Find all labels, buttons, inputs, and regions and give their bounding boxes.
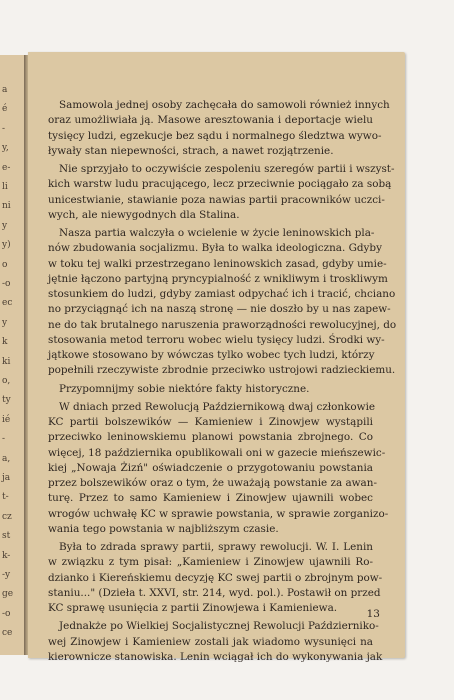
facing-page-fragment: y) [2, 240, 11, 251]
text-line: no przyciągnąć ich na naszą stronę — nie doszło by u nas zapew- [48, 303, 391, 316]
paragraph [48, 162, 395, 223]
text-line: Nasza partia walczyła o wcielenie w życie leninowskich pla- [59, 227, 375, 239]
paragraph [48, 400, 389, 537]
facing-page-fragment: cz [2, 511, 12, 522]
facing-page-fragment: -o [2, 608, 11, 619]
facing-page-fragment: ki [2, 356, 11, 367]
text-line: Jednakże po Wielkiej Socjalistycznej Rewolucji Październiko- [59, 620, 379, 633]
text-line: Przypomnijmy sobie niektóre fakty historyczne. [59, 382, 310, 395]
facing-page-fragment: ty [2, 395, 11, 406]
facing-page-fragment: -y [2, 570, 11, 580]
text-line: więcej, 18 października opublikowali oni w gazecie mieńszewic- [48, 446, 386, 459]
facing-page-fragment: y, [2, 143, 9, 154]
text-line: Samowola jednej osoby zachęcała do samowoli również innych [59, 99, 390, 111]
text-line: unicestwianie, stawianie poza nawias partii pracowników uczci- [48, 193, 385, 206]
text-line: przez bolszewików oraz o tym, że uważają powstanie za awan- [48, 477, 377, 489]
facing-page-fragment: li [2, 182, 8, 192]
text-line: popełnili rzeczywiste zbrodnie przeciwko ustrojowi radzieckiemu. [48, 364, 396, 377]
text-line: kich warstw ludu pracującego, lecz przeciwnie pociągało za sobą [48, 178, 392, 191]
facing-page-fragment: st [2, 531, 11, 542]
text-line: kiej „Nowaja Żizń" oświadczenie o przygotowaniu powstania [48, 461, 373, 474]
paragraph [48, 382, 373, 397]
text-line: wych, ale niewygodnych dla Stalina. [48, 208, 240, 221]
facing-page-fragment: ié [2, 414, 11, 425]
text-line: jętnie łączono partyjną pryncypialność z wnikliwym i troskliwym [48, 272, 388, 285]
facing-page-fragment: ja [2, 473, 11, 483]
book-page [28, 52, 405, 663]
facing-page-fragment: k [2, 337, 8, 348]
text-line: jątkowe stosowano by wówczas tylko wobec tych ludzi, którzy [48, 349, 375, 361]
text-line: przeciwko leninowskiemu planowi powstania zbrojnego. Co [48, 431, 373, 444]
text-line: wrogów uchwałę KC w sprawie powstania, w sprawie zorganizo- [48, 507, 389, 520]
facing-page-edge [0, 55, 25, 655]
facing-page-fragment: ec [2, 298, 13, 309]
text-line: Była to zdrada sprawy partii, sprawy rewolucji. W. I. Lenin [59, 541, 373, 553]
text-line: ływały stan niepewności, strach, a nawet rozjątrzenie. [48, 144, 334, 157]
facing-page-fragment: -o [2, 279, 11, 289]
page-text [48, 98, 397, 668]
text-line: oraz umożliwiała ją. Masowe aresztowania i deportacje wielu [48, 114, 373, 127]
text-line: staniu..." (Dzieła t. XXVI, str. 214, wyd. pol.). Postawił on przed [48, 586, 381, 599]
facing-page-fragment: ge [2, 589, 14, 600]
facing-page-fragment: a, [2, 453, 11, 464]
text-line: w toku tej walki przestrzegano leninowskich zasad, gdyby umie- [48, 257, 387, 270]
facing-page-fragment: o [2, 259, 8, 270]
paragraph [48, 226, 397, 379]
text-line: tysięcy ludzi, egzekucje bez sądu i normalnego śledztwa wywo- [48, 129, 382, 142]
text-line: turę. Przez to samo Kamieniew i Zinowjew ujawnili wobec [48, 492, 373, 505]
facing-page-fragment: k- [2, 550, 11, 561]
text-line: stosowania metod terroru wobec wielu tysięcy ludzi. Środki wy- [48, 333, 385, 346]
text-line: w związku z tym pisał: „Kamieniew i Zinowjew ujawnili Ro- [48, 556, 373, 569]
text-line: nów zbudowania socjalizmu. Była to walka ideologiczna. Gdyby [48, 242, 382, 255]
text-line: wania tego powstania w najbliższym czasie. [48, 522, 279, 535]
facing-page-fragment: a [2, 85, 8, 95]
paragraph [48, 619, 383, 665]
text-line: kierownicze stanowiska. Lenin wciągał ich do wykonywania jak [48, 650, 383, 663]
page-number: 13 [366, 608, 380, 620]
facing-page-fragment: o, [2, 376, 11, 386]
text-line: KC partii bolszewików — Kamieniew i Zinowjew wystąpili [48, 416, 373, 428]
text-line: stosunkiem do ludzi, gdyby zamiast odpychać ich i tracić, chciano [48, 288, 396, 300]
text-line: ne do tak brutalnego naruszenia praworządności rewolucyjnej, do [48, 318, 397, 331]
text-line: wej Zinowjew i Kamieniew zostali jak wiadomo wysunięci na [48, 635, 373, 648]
text-line: W dniach przed Rewolucją Październikową dwaj członkowie [59, 400, 376, 413]
facing-page-fragment: - [2, 434, 6, 445]
facing-page-fragment: y [2, 220, 8, 231]
facing-page-fragment: - [2, 123, 6, 134]
facing-page-fragment: ce [2, 628, 13, 639]
facing-page-fragment: e- [2, 162, 11, 173]
text-line: dzianko i Kiereńskiemu decyzję KC swej partii o zbrojnym pow- [48, 571, 383, 584]
text-line: KC sprawę usunięcia z partii Zinowjewa i Kamieniewa. [48, 602, 338, 614]
facing-page-fragment: é [2, 104, 8, 115]
text-line: Nie sprzyjało to oczywiście zespoleniu szeregów partii i wszyst- [59, 163, 395, 175]
facing-page-fragment: y [2, 317, 8, 328]
facing-page-fragment: ni [2, 201, 11, 212]
facing-page-fragment: t- [2, 492, 9, 503]
paragraph [48, 98, 390, 159]
